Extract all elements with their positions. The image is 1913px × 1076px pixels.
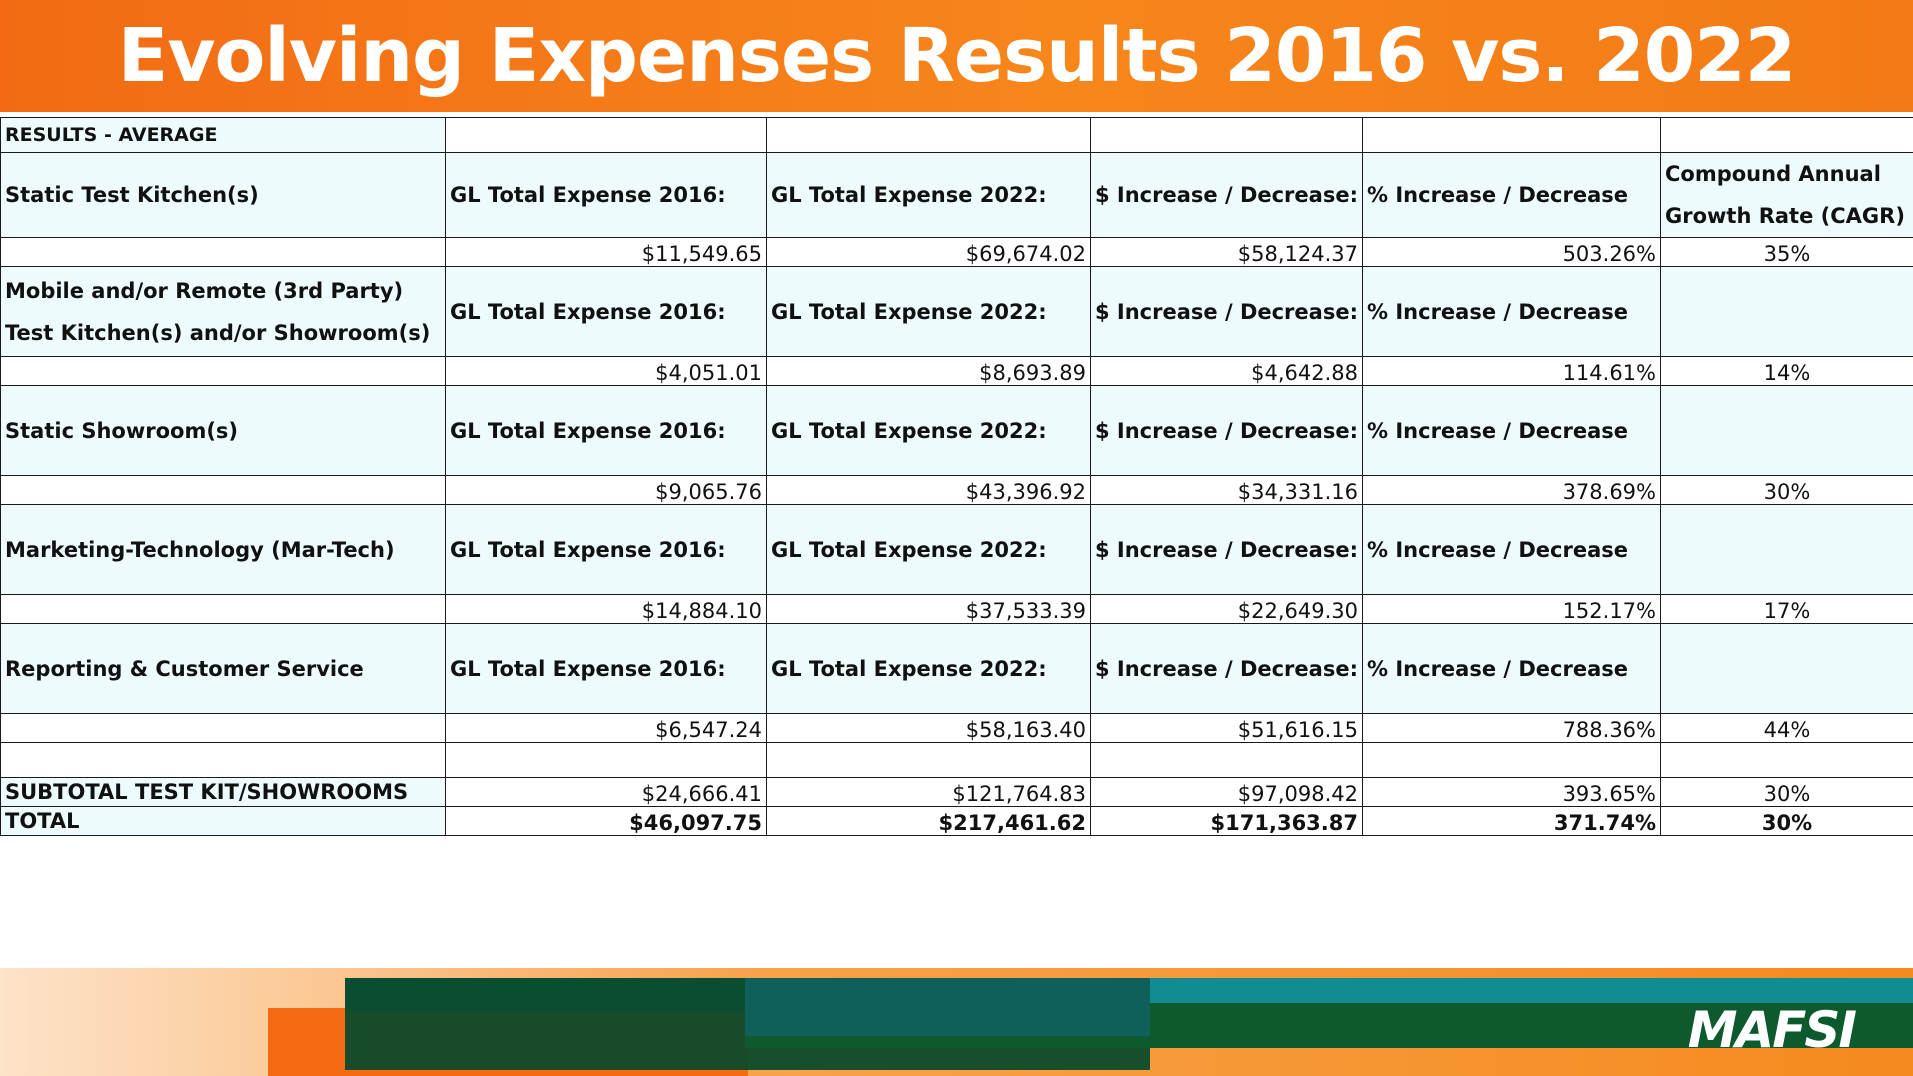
spacer-row	[1, 743, 1913, 778]
gl-2016-header: GL Total Expense 2016:	[446, 624, 767, 714]
total-row	[1, 807, 1913, 836]
gl-2016-value: $4,051.01	[446, 357, 767, 386]
cagr-value: 14%	[1661, 357, 1913, 386]
expenses-table	[0, 117, 1913, 836]
blank-cell	[767, 743, 1091, 778]
subtotal-dollar-change: $97,098.42	[1091, 778, 1363, 807]
gl-2022-header: GL Total Expense 2022:	[767, 505, 1091, 595]
cagr-header	[1661, 386, 1913, 476]
section-header-row	[1, 505, 1913, 595]
dollar-change-header: $ Increase / Decrease:	[1091, 386, 1363, 476]
dollar-change-header: $ Increase / Decrease:	[1091, 505, 1363, 595]
gl-2016-header: GL Total Expense 2016:	[446, 386, 767, 476]
gl-2016-value: $14,884.10	[446, 595, 767, 624]
subtotal-percent-change: 393.65%	[1363, 778, 1661, 807]
cagr-value: 17%	[1661, 595, 1913, 624]
total-cagr: 30%	[1661, 807, 1913, 836]
total-gl-2022: $217,461.62	[767, 807, 1091, 836]
percent-change-header: % Increase / Decrease	[1363, 153, 1661, 238]
subtotal-label: SUBTOTAL TEST KIT/SHOWROOMS	[1, 778, 446, 807]
cagr-value: 44%	[1661, 714, 1913, 743]
empty-label-cell	[1, 714, 446, 743]
top-label-cell: RESULTS - AVERAGE	[1, 118, 446, 153]
cagr-header	[1661, 267, 1913, 357]
footer-band	[0, 968, 1913, 1076]
total-dollar-change: $171,363.87	[1091, 807, 1363, 836]
percent-change-header: % Increase / Decrease	[1363, 624, 1661, 714]
percent-change-value: 152.17%	[1363, 595, 1661, 624]
gl-2016-value: $9,065.76	[446, 476, 767, 505]
section-value-row	[1, 357, 1913, 386]
total-label: TOTAL	[1, 807, 446, 836]
blank-cell	[1661, 118, 1913, 153]
blank-cell	[767, 118, 1091, 153]
percent-change-value: 503.26%	[1363, 238, 1661, 267]
mafsi-logo: MAFSI	[1687, 1001, 1855, 1059]
section-header-row	[1, 267, 1913, 357]
cagr-header	[1661, 624, 1913, 714]
dollar-change-header: $ Increase / Decrease:	[1091, 153, 1363, 238]
blank-cell	[1363, 118, 1661, 153]
percent-change-header: % Increase / Decrease	[1363, 267, 1661, 357]
gl-2022-header: GL Total Expense 2022:	[767, 386, 1091, 476]
blank-cell	[446, 118, 767, 153]
gl-2016-header: GL Total Expense 2016:	[446, 505, 767, 595]
blank-cell	[446, 743, 767, 778]
gl-2022-value: $37,533.39	[767, 595, 1091, 624]
total-percent-change: 371.74%	[1363, 807, 1661, 836]
subtotal-row	[1, 778, 1913, 807]
gl-2022-value: $8,693.89	[767, 357, 1091, 386]
dollar-change-value: $4,642.88	[1091, 357, 1363, 386]
footer-teal-block	[745, 978, 1150, 1036]
percent-change-value: 378.69%	[1363, 476, 1661, 505]
expenses-table-body	[1, 118, 1913, 836]
category-label: Static Showroom(s)	[1, 386, 446, 476]
section-value-row	[1, 238, 1913, 267]
gl-2016-header: GL Total Expense 2016:	[446, 153, 767, 238]
blank-cell	[1091, 118, 1363, 153]
dollar-change-value: $51,616.15	[1091, 714, 1363, 743]
section-value-row	[1, 714, 1913, 743]
category-label: Reporting & Customer Service	[1, 624, 446, 714]
blank-cell	[1661, 743, 1913, 778]
empty-label-cell	[1, 357, 446, 386]
percent-change-header: % Increase / Decrease	[1363, 386, 1661, 476]
section-value-row	[1, 476, 1913, 505]
gl-2022-header: GL Total Expense 2022:	[767, 153, 1091, 238]
subtotal-gl-2022: $121,764.83	[767, 778, 1091, 807]
title-banner	[0, 0, 1913, 112]
gl-2022-value: $58,163.40	[767, 714, 1091, 743]
total-gl-2016: $46,097.75	[446, 807, 767, 836]
subtotal-gl-2016: $24,666.41	[446, 778, 767, 807]
gl-2022-value: $69,674.02	[767, 238, 1091, 267]
category-label: Mobile and/or Remote (3rd Party) Test Kitchen(s) and/or Showroom(s)	[1, 267, 446, 357]
gl-2022-header: GL Total Expense 2022:	[767, 267, 1091, 357]
page-title: Evolving Expenses Results 2016 vs. 2022	[117, 13, 1796, 99]
table-top-row	[1, 118, 1913, 153]
dollar-change-value: $22,649.30	[1091, 595, 1363, 624]
blank-cell	[1363, 743, 1661, 778]
cagr-value: 35%	[1661, 238, 1913, 267]
empty-label-cell	[1, 595, 446, 624]
blank-cell	[1091, 743, 1363, 778]
gl-2022-header: GL Total Expense 2022:	[767, 624, 1091, 714]
subtotal-cagr: 30%	[1661, 778, 1913, 807]
percent-change-value: 788.36%	[1363, 714, 1661, 743]
dollar-change-header: $ Increase / Decrease:	[1091, 624, 1363, 714]
dollar-change-header: $ Increase / Decrease:	[1091, 267, 1363, 357]
section-header-row	[1, 153, 1913, 238]
section-value-row	[1, 595, 1913, 624]
blank-cell	[1, 743, 446, 778]
section-header-row	[1, 624, 1913, 714]
category-label: Static Test Kitchen(s)	[1, 153, 446, 238]
dollar-change-value: $58,124.37	[1091, 238, 1363, 267]
gl-2016-header: GL Total Expense 2016:	[446, 267, 767, 357]
dollar-change-value: $34,331.16	[1091, 476, 1363, 505]
cagr-value: 30%	[1661, 476, 1913, 505]
gl-2016-value: $11,549.65	[446, 238, 767, 267]
category-label: Marketing-Technology (Mar-Tech)	[1, 505, 446, 595]
cagr-header	[1661, 505, 1913, 595]
section-header-row	[1, 386, 1913, 476]
gl-2022-value: $43,396.92	[767, 476, 1091, 505]
percent-change-value: 114.61%	[1363, 357, 1661, 386]
percent-change-header: % Increase / Decrease	[1363, 505, 1661, 595]
cagr-header: Compound Annual Growth Rate (CAGR)	[1661, 153, 1913, 238]
empty-label-cell	[1, 476, 446, 505]
gl-2016-value: $6,547.24	[446, 714, 767, 743]
empty-label-cell	[1, 238, 446, 267]
